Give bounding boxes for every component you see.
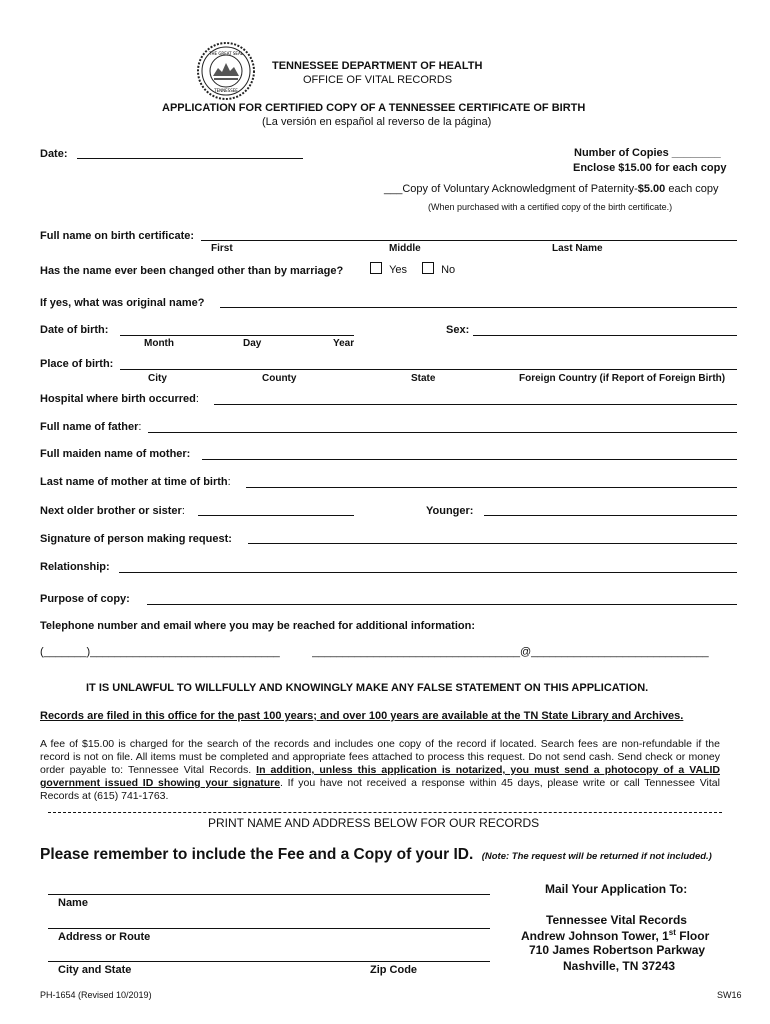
date-of-birth-label: Date of birth: bbox=[40, 324, 109, 336]
office-name: OFFICE OF VITAL RECORDS bbox=[303, 74, 453, 86]
fee-id-requirement: In addition, unless this application is notarized, you must send a photocopy of a VALID government issued ID showing your signature bbox=[40, 764, 720, 789]
form-number: PH-1654 (Revised 10/2019) bbox=[40, 990, 152, 1000]
hospital-field[interactable] bbox=[214, 404, 737, 405]
day-caption: Day bbox=[243, 338, 262, 349]
first-name-caption: First bbox=[211, 243, 233, 254]
mail-org: Tennessee Vital Records bbox=[546, 913, 687, 927]
name-changed-label: Has the name ever been changed other than by marriage? bbox=[40, 265, 344, 277]
older-sibling-colon: : bbox=[181, 505, 185, 517]
mother-last-name-colon: : bbox=[227, 476, 231, 488]
unlawful-warning: IT IS UNLAWFUL TO WILLFULLY AND KNOWINGLY MAKE ANY FALSE STATEMENT ON THIS APPLICATION. bbox=[86, 682, 649, 694]
older-sibling-text: Next older brother or sister bbox=[40, 505, 182, 517]
paternity-copy-line[interactable] bbox=[384, 183, 719, 195]
relationship-label: Relationship: bbox=[40, 561, 110, 573]
middle-name-caption: Middle bbox=[389, 243, 421, 254]
state-caption: State bbox=[411, 373, 436, 384]
fee-text-2: . If you have not received a response within 45 days, please write or call Tennessee Vital Records at (615) 741-1763. bbox=[40, 777, 720, 802]
mother-maiden-label: Full maiden name of mother: bbox=[40, 448, 191, 460]
fee-paragraph bbox=[40, 738, 720, 803]
signature-field[interactable] bbox=[248, 543, 737, 544]
month-caption: Month bbox=[144, 338, 174, 349]
name-line[interactable] bbox=[48, 894, 490, 895]
father-colon: : bbox=[138, 421, 142, 433]
younger-sibling-field[interactable] bbox=[484, 515, 737, 516]
address-caption: Address or Route bbox=[58, 931, 151, 943]
email-field[interactable]: __________________________________@_____________________________ bbox=[312, 646, 709, 658]
no-checkbox[interactable] bbox=[422, 262, 434, 274]
svg-text:TENNESSEE: TENNESSEE bbox=[214, 88, 238, 93]
father-label bbox=[40, 421, 141, 433]
yes-option[interactable] bbox=[370, 262, 407, 276]
department-name: TENNESSEE DEPARTMENT OF HEALTH bbox=[272, 60, 483, 72]
zip-caption: Zip Code bbox=[370, 964, 418, 976]
younger-sibling-label: Younger: bbox=[426, 505, 474, 517]
mail-to-heading: Mail Your Application To: bbox=[545, 882, 688, 896]
sex-field[interactable] bbox=[473, 335, 737, 336]
mother-last-name-label bbox=[40, 476, 231, 488]
state-seal bbox=[196, 41, 256, 101]
purpose-field[interactable] bbox=[147, 604, 737, 605]
number-of-copies[interactable]: Number of Copies ________ bbox=[574, 147, 721, 159]
paternity-note: (When purchased with a certified copy of the birth certificate.) bbox=[428, 202, 673, 212]
paternity-blank[interactable]: ___ bbox=[384, 183, 403, 195]
foreign-country-caption: Foreign Country (if Report of Foreign Birth) bbox=[519, 373, 726, 384]
spanish-note: (La versión en español al reverso de la página) bbox=[262, 116, 492, 128]
no-label: No bbox=[441, 264, 456, 276]
city-caption: City bbox=[148, 373, 167, 384]
relationship-field[interactable] bbox=[119, 572, 737, 573]
father-label-text: Full name of father bbox=[40, 421, 139, 433]
full-name-label: Full name on birth certificate: bbox=[40, 230, 195, 242]
hospital-label bbox=[40, 393, 199, 405]
no-option[interactable] bbox=[422, 262, 455, 276]
older-sibling-field[interactable] bbox=[198, 515, 354, 516]
mother-last-name-field[interactable] bbox=[246, 487, 737, 488]
tower-floor: Floor bbox=[675, 929, 710, 943]
hospital-colon: : bbox=[195, 393, 199, 405]
year-caption: Year bbox=[333, 338, 355, 349]
returned-note: (Note: The request will be returned if not included.) bbox=[481, 851, 712, 862]
mother-last-name-text: Last name of mother at time of birth bbox=[40, 476, 228, 488]
form-title: APPLICATION FOR CERTIFIED COPY OF A TENNESSEE CERTIFICATE OF BIRTH bbox=[162, 102, 586, 114]
svg-text:THE GREAT SEAL: THE GREAT SEAL bbox=[209, 51, 243, 56]
county-caption: County bbox=[262, 373, 297, 384]
mail-street: 710 James Robertson Parkway bbox=[529, 943, 706, 957]
records-notice: Records are filed in this office for the past 100 years; and over 100 years are available at the TN State Library and Archives. bbox=[40, 710, 684, 722]
name-caption: Name bbox=[58, 897, 88, 909]
purpose-label: Purpose of copy: bbox=[40, 593, 130, 605]
place-of-birth-field[interactable] bbox=[120, 369, 737, 370]
date-label: Date: bbox=[40, 148, 68, 160]
mother-maiden-field[interactable] bbox=[202, 459, 737, 460]
enclose-fee: Enclose $15.00 for each copy bbox=[573, 162, 727, 174]
last-name-caption: Last Name bbox=[552, 243, 603, 254]
form-code: SW16 bbox=[717, 990, 742, 1000]
city-state-line[interactable] bbox=[48, 961, 490, 962]
dashed-divider bbox=[48, 812, 722, 813]
print-name-heading: PRINT NAME AND ADDRESS BELOW FOR OUR RECORDS bbox=[208, 816, 540, 830]
address-line[interactable] bbox=[48, 928, 490, 929]
yes-checkbox[interactable] bbox=[370, 262, 382, 274]
mail-city: Nashville, TN 37243 bbox=[563, 959, 676, 973]
father-field[interactable] bbox=[148, 432, 737, 433]
mail-tower bbox=[521, 928, 709, 943]
original-name-label: If yes, what was original name? bbox=[40, 297, 205, 309]
telephone-label: Telephone number and email where you may be reached for additional information: bbox=[40, 620, 475, 632]
date-of-birth-field[interactable] bbox=[120, 335, 354, 336]
city-state-caption: City and State bbox=[58, 964, 132, 976]
date-field[interactable] bbox=[77, 158, 303, 159]
hospital-label-text: Hospital where birth occurred bbox=[40, 393, 196, 405]
yes-label: Yes bbox=[389, 264, 408, 276]
phone-field[interactable]: (_______)_______________________________ bbox=[40, 646, 280, 658]
paternity-suffix: each copy bbox=[665, 183, 719, 195]
sex-label: Sex: bbox=[446, 324, 470, 336]
paternity-label: Copy of Voluntary Acknowledgment of Paternity- bbox=[402, 183, 638, 195]
tower-text: Andrew Johnson Tower, 1 bbox=[521, 929, 669, 943]
full-name-field[interactable] bbox=[201, 240, 737, 241]
tower-ordinal: st bbox=[668, 928, 676, 937]
place-of-birth-label: Place of birth: bbox=[40, 358, 114, 370]
seal-icon bbox=[196, 41, 256, 101]
paternity-price: $5.00 bbox=[637, 183, 666, 195]
signature-label: Signature of person making request: bbox=[40, 533, 232, 545]
reminder-heading bbox=[40, 846, 712, 864]
older-sibling-label bbox=[40, 505, 185, 517]
fee-text-1: A fee of $15.00 is charged for the search of the records and includes one copy of the record if located. Search fees are non-refundable if the record is not on file. All items must be completed and appropriate fees attached to process this request. Do not send cash. Send check or money order payable to: Tennessee Vital Records. bbox=[40, 738, 720, 776]
original-name-field[interactable] bbox=[220, 307, 737, 308]
reminder-text: Please remember to include the Fee and a Copy of your ID. bbox=[40, 846, 474, 863]
